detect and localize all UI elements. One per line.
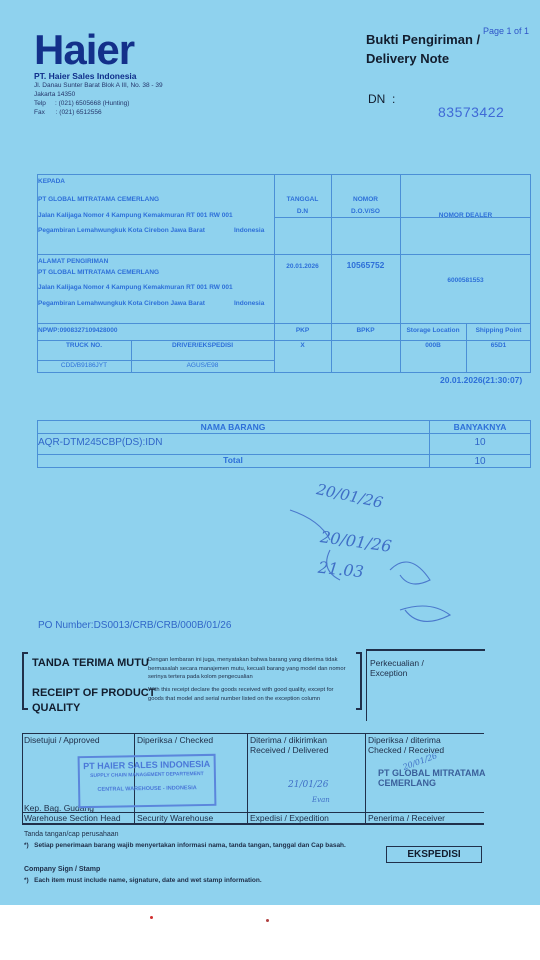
doc-title-line2: Delivery Note — [366, 51, 450, 66]
handwritten-receiver-date: 20/01/26 — [401, 751, 439, 772]
alamat-label: ALAMAT PENGIRIMAN — [38, 258, 109, 265]
kep-bag-label: Kep. Bag. Gudang Warehouse Section Head — [24, 803, 121, 823]
receiver-label: Penerima / Receiver — [368, 813, 446, 823]
truck-value: CDD/B9186JYT — [60, 362, 108, 369]
page-number: Page 1 of 1 — [483, 26, 530, 36]
receiver-stamp: PT GLOBAL MITRATAMA CEMERLANG — [378, 768, 486, 788]
doc-title — [366, 30, 480, 68]
npwp: NPWP:0908327109428000 — [38, 327, 118, 334]
receipt-text-en: With this receipt declare the goods received with good quality, except for goods that model and serial number listed on the exception column — [148, 687, 334, 702]
ekspedisi-box: EKSPEDISI — [386, 846, 482, 863]
handwritten-expedition-name: Evan — [312, 796, 330, 804]
approved-label: Disetujui / Approved — [24, 735, 100, 745]
handwritten-date-2: 20/01/26 — [319, 527, 393, 556]
receipt-title-en: RECEIPT OF PRODUCT QUALITY — [32, 687, 156, 714]
driver-value: AGUS/E98 — [186, 362, 219, 369]
shipping-value: 65D1 — [490, 342, 507, 349]
nomor-value: 10565752 — [346, 260, 385, 270]
haier-logo: Haier — [34, 26, 135, 73]
security-label: Security Warehouse — [137, 813, 214, 823]
checked-label: Diperiksa / Checked — [137, 735, 214, 745]
item-name: AQR-DTM245CBP(DS):IDN — [38, 437, 163, 448]
handwritten-date-1: 20/01/26 — [314, 480, 385, 512]
alamat-address2: Pegambiran Lemahwungkuk Kota Cirebon Jawa Barat — [38, 300, 205, 307]
company-sign-label: Company Sign / Stamp — [24, 866, 101, 873]
handwritten-signature-scribble — [280, 490, 460, 640]
expedition-label: Expedisi / Expedition — [250, 813, 329, 823]
storage-label: Storage Location — [406, 327, 460, 334]
kepada-name: PT GLOBAL MITRATAMA CEMERLANG — [38, 196, 160, 203]
doc-title-line1: Bukti Pengiriman / — [366, 32, 481, 47]
tanggal-label: TANGGAL — [286, 196, 319, 203]
exception-label: Perkecualian / Exception — [370, 658, 424, 678]
total-qty: 10 — [474, 456, 486, 467]
pkp-label: PKP — [295, 327, 310, 334]
shipping-label: Shipping Point — [475, 327, 522, 334]
receipt-text-id: Dengan lembaran ini juga, menyatakan bahwa barang yang diterima tidak bermasalah secara manajemen mutu, kecuali barang yang model dan nomor serinya tertera pada kolom pengecualian — [148, 657, 346, 680]
items-header-qty: BANYAKNYA — [453, 422, 507, 432]
alamat-region: Indonesia — [234, 300, 265, 307]
kepada-address2: Pegambiran Lemahwungkuk Kota Cirebon Jawa Barat — [38, 227, 205, 234]
nomor-dealer-label: NOMOR DEALER — [438, 212, 493, 219]
warehouse-stamp: PT HAIER SALES INDONESIA SUPPLY CHAIN MANAGEMENT DEPARTEMENT CENTRAL WAREHOUSE - INDONESIA — [78, 754, 217, 808]
items-header-name: NAMA BARANG — [200, 422, 266, 432]
pkp-value: X — [300, 342, 305, 349]
received-label: Diperiksa / diterima Checked / Received — [368, 735, 445, 755]
handwritten-time: 21.03 — [317, 557, 365, 582]
handwritten-expedition-date: 21/01/26 — [288, 780, 329, 790]
dn-label: DN : — [368, 92, 396, 106]
bpkp-label: BPKP — [356, 327, 375, 334]
nomor-sub: D.O.V/SO — [351, 208, 380, 215]
receipt-title-id: TANDA TERIMA MUTU — [32, 657, 149, 669]
total-label: Total — [223, 455, 243, 465]
dn-number: 83573422 — [438, 104, 505, 120]
kepada-address1: Jalan Kalijaga Nomor 4 Kampung Kemakmuran RT 001 RW 001 — [38, 212, 233, 219]
sent-label: Diterima / dikirimkan Received / Delivered — [250, 735, 329, 755]
truck-label: TRUCK NO. — [65, 342, 103, 349]
print-timestamp: 20.01.2026(21:30:07) — [440, 375, 523, 385]
po-number: PO Number:DS0013/CRB/CRB/000B/01/26 — [38, 620, 232, 631]
item-qty: 10 — [474, 437, 486, 448]
tanggal-value: 20.01.2026 — [286, 263, 319, 270]
company-fax: Fax : (021) 6512556 — [34, 109, 102, 116]
dealer-value: 6000581553 — [447, 277, 484, 284]
nomor-label: NOMOR — [353, 196, 378, 203]
company-name: PT. Haier Sales Indonesia — [34, 71, 137, 81]
note-id: *) Setiap penerimaan barang wajib menyertakan informasi nama, tanda tangan, tanggal dan Cap basah. — [24, 842, 346, 849]
alamat-name: PT GLOBAL MITRATAMA CEMERLANG — [38, 269, 160, 276]
company-telp: Telp : (021) 6505668 (Hunting) — [34, 100, 130, 107]
kepada-region: Indonesia — [234, 227, 265, 234]
kepada-label: KEPADA — [38, 178, 65, 185]
sign-caption: Tanda tangan/cap perusahaan — [24, 831, 119, 838]
tanggal-sub: D.N — [296, 208, 309, 215]
note-en: *) Each item must include name, signature, date and wet stamp information. — [24, 877, 262, 884]
company-city: Jakarta 14350 — [34, 91, 76, 98]
storage-value: 000B — [425, 342, 441, 349]
company-address: Jl. Danau Sunter Barat Blok A III, No. 38 - 39 — [34, 82, 163, 89]
alamat-address1: Jalan Kalijaga Nomor 4 Kampung Kemakmuran RT 001 RW 001 — [38, 284, 233, 291]
driver-label: DRIVER/EKSPEDISI — [171, 342, 234, 349]
